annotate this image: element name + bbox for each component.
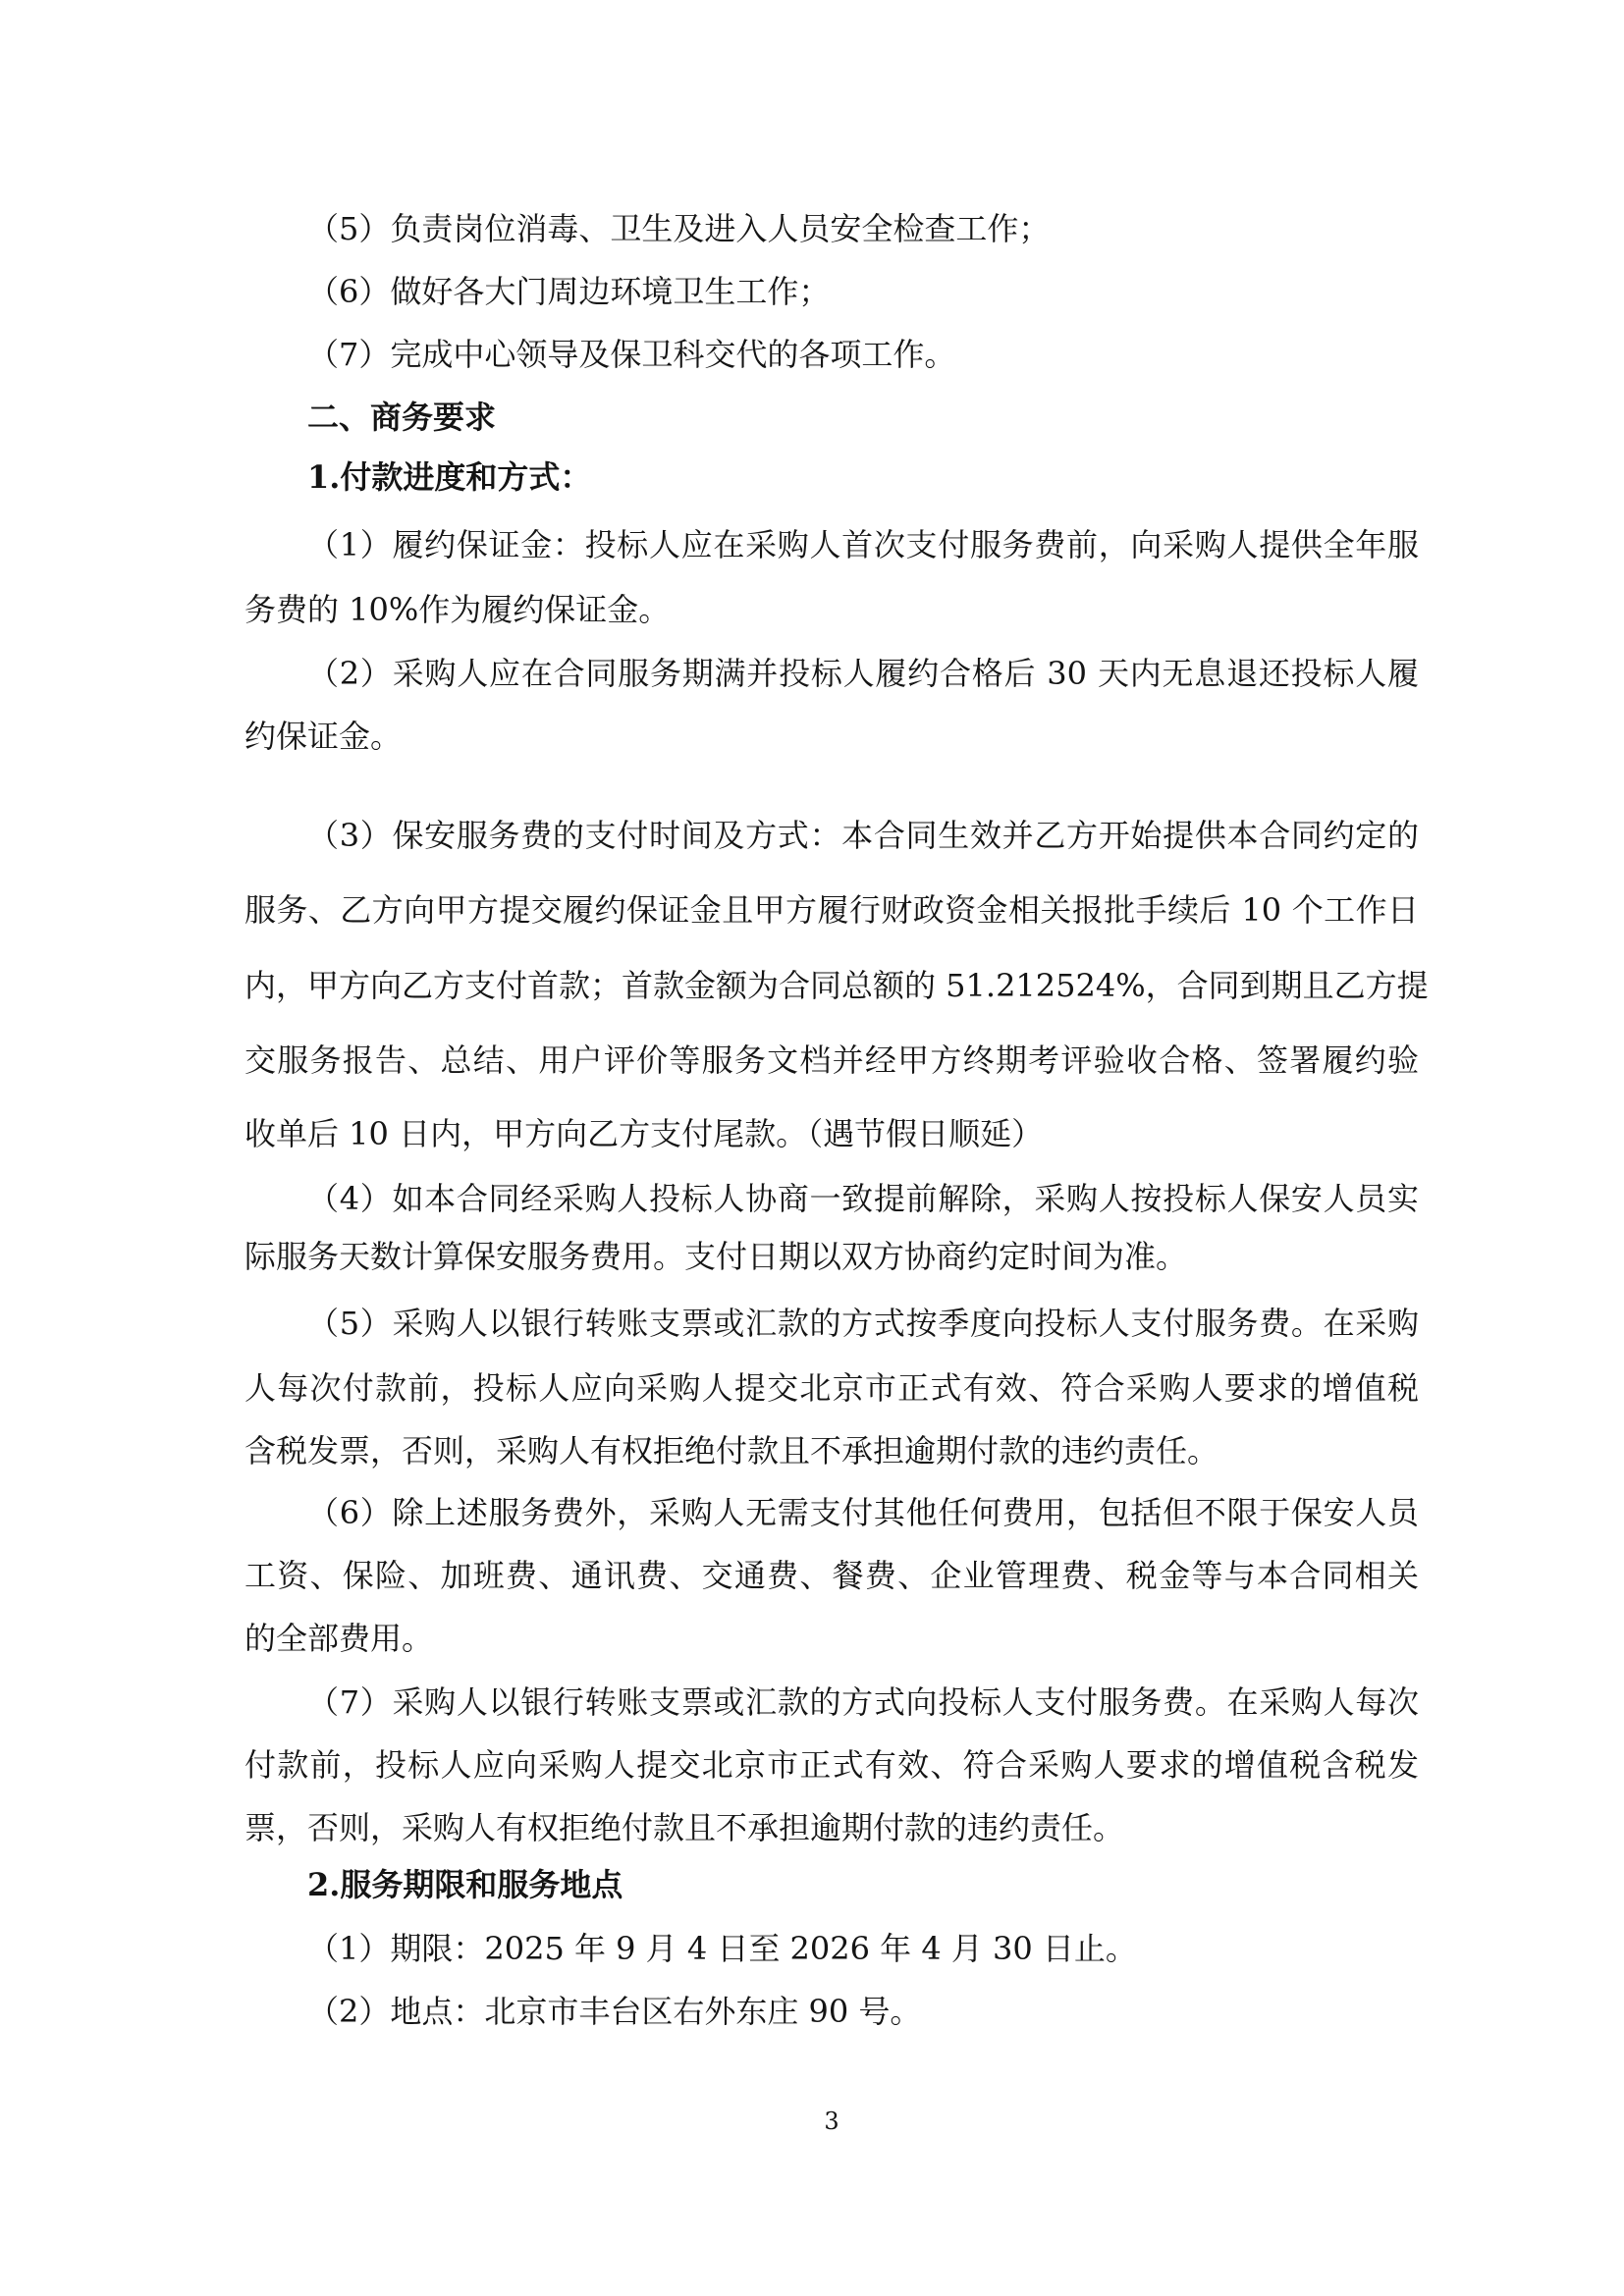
paragraph-line: 含税发票，否则，采购人有权拒绝付款且不承担逾期付款的违约责任。 — [244, 1432, 1219, 1469]
term-item-period: （1）期限：2025 年 9 月 4 日至 2026 年 4 月 30 日止。 — [307, 1930, 1137, 1967]
paragraph-line: 票，否则，采购人有权拒绝付款且不承担逾期付款的违约责任。 — [244, 1809, 1125, 1846]
paragraph-line: 服务、乙方向甲方提交履约保证金且甲方履行财政资金相关报批手续后 10 个工作日 — [244, 891, 1419, 929]
paragraph-line: 的全部费用。 — [244, 1620, 434, 1657]
paragraph-line: 际服务天数计算保安服务费用。支付日期以双方协商约定时间为准。 — [244, 1238, 1188, 1275]
duty-item: （6）做好各大门周边环境卫生工作； — [307, 273, 831, 310]
paragraph-line: 人每次付款前，投标人应向采购人提交北京市正式有效、符合采购人要求的增值税 — [244, 1369, 1419, 1407]
page-number: 3 — [824, 2108, 839, 2135]
paragraph-line: 收单后 10 日内，甲方向乙方支付尾款。（遇节假日顺延） — [244, 1115, 1044, 1152]
paragraph-line: （1）履约保证金：投标人应在采购人首次支付服务费前，向采购人提供全年服 — [307, 526, 1419, 563]
subsection-heading-term: 2.服务期限和服务地点 — [307, 1866, 623, 1903]
paragraph-line: 付款前，投标人应向采购人提交北京市正式有效、符合采购人要求的增值税含税发 — [244, 1746, 1419, 1784]
paragraph-line: 工资、保险、加班费、通讯费、交通费、餐费、企业管理费、税金等与本合同相关 — [244, 1557, 1419, 1594]
paragraph-line: 内，甲方向乙方支付首款；首款金额为合同总额的 51.212524%，合同到期且乙方提 — [244, 967, 1429, 1004]
paragraph-line: 务费的 10%作为履约保证金。 — [244, 591, 671, 628]
section-heading: 二、商务要求 — [307, 399, 497, 436]
paragraph-line: （2）采购人应在合同服务期满并投标人履约合格后 30 天内无息退还投标人履 — [307, 655, 1419, 692]
paragraph-line: （3）保安服务费的支付时间及方式：本合同生效并乙方开始提供本合同约定的 — [307, 817, 1419, 854]
paragraph-line: （4）如本合同经采购人投标人协商一致提前解除，采购人按投标人保安人员实 — [307, 1180, 1419, 1217]
paragraph-line: 交服务报告、总结、用户评价等服务文档并经甲方终期考评验收合格、签署履约验 — [244, 1041, 1419, 1079]
duty-item: （5）负责岗位消毒、卫生及进入人员安全检查工作； — [307, 210, 1051, 247]
paragraph-line: （6）除上述服务费外，采购人无需支付其他任何费用，包括但不限于保安人员 — [307, 1494, 1419, 1531]
subsection-heading-payment: 1.付款进度和方式： — [307, 458, 592, 496]
paragraph-line: 约保证金。 — [244, 718, 403, 755]
paragraph-line: （5）采购人以银行转账支票或汇款的方式按季度向投标人支付服务费。在采购 — [307, 1305, 1419, 1342]
duty-item: （7）完成中心领导及保卫科交代的各项工作。 — [307, 336, 956, 373]
paragraph-line: （7）采购人以银行转账支票或汇款的方式向投标人支付服务费。在采购人每次 — [307, 1683, 1419, 1721]
term-item-location: （2）地点：北京市丰台区右外东庄 90 号。 — [307, 1993, 922, 2030]
